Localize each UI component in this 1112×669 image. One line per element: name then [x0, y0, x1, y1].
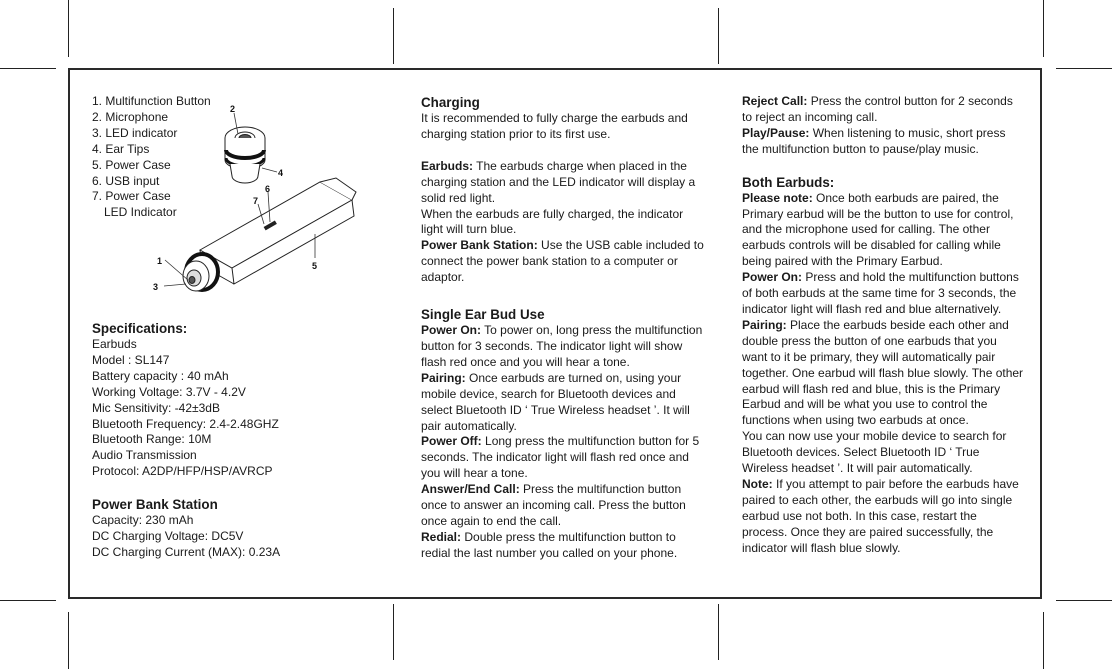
crop-mark: [1056, 68, 1112, 69]
callout-5: 5: [312, 261, 318, 271]
power-case-illustration: [183, 178, 356, 291]
crop-mark: [1043, 612, 1044, 669]
spec-line: Model : SL147: [92, 352, 170, 367]
single-item: Power On: To power on, long press the multifunction button for 3 seconds. The indicator light will show flash red once and you will hear a tone.: [421, 323, 703, 369]
spec-line: Mic Sensitivity: -42±3dB: [92, 400, 220, 415]
earbuds-charged-text: When the earbuds are fully charged, the indicator light will turn blue.: [421, 206, 684, 237]
specifications-section: [92, 320, 382, 561]
spec-line: Battery capacity : 40 mAh: [92, 368, 229, 383]
charging-section: [421, 94, 706, 562]
spec-line: Bluetooth Frequency: 2.4-2.48GHZ: [92, 416, 279, 431]
callout-4: 4: [278, 168, 284, 178]
spec-line: Working Voltage: 3.7V - 4.2V: [92, 384, 246, 399]
both-pairing-text-2: You can now use your mobile device to search for Bluetooth devices. Select Bluetooth ID ‘ True Wireless headset ’. It will pair automatically.: [742, 429, 1007, 476]
control-item: Play/Pause: When listening to music, short press the multifunction button to pause/play music.: [742, 125, 1006, 156]
single-item: Power Off: Long press the multifunction button for 5 seconds. The indicator light will flash red once and you will hear a tone.: [421, 434, 700, 481]
callout-6: 6: [265, 184, 271, 194]
parts-item: 6. USB input: [92, 173, 160, 188]
crop-mark: [1043, 0, 1044, 57]
parts-item: 3. LED indicator: [92, 125, 178, 140]
crop-mark: [68, 0, 69, 57]
power-bank-line: DC Charging Current (MAX): 0.23A: [92, 544, 281, 559]
charging-intro: It is recommended to fully charge the earbuds and charging station prior to its first use.: [421, 111, 688, 141]
callout-2: 2: [230, 104, 236, 114]
crop-mark: [393, 8, 394, 64]
control-item: Reject Call: Press the control button for 2 seconds to reject an incoming call.: [742, 94, 1013, 124]
parts-item: LED Indicator: [104, 205, 177, 220]
power-bank-line: DC Charging Voltage: DC5V: [92, 529, 244, 544]
power-bank-heading: Power Bank Station: [92, 497, 218, 513]
parts-item: 2. Microphone: [92, 109, 169, 124]
parts-item: 5. Power Case: [92, 157, 171, 172]
crop-mark: [1056, 600, 1112, 601]
parts-item: 1. Multifunction Button: [92, 94, 211, 108]
note2-text: Note: If you attempt to pair before the earbuds have paired to each other, the earbuds will go into single earbud use not both. In this case, restart the process. Once they are paired successfully, the indicator will flash blue slowly.: [742, 476, 1019, 555]
crop-mark: [0, 600, 56, 601]
single-ear-bud-heading: Single Ear Bud Use: [421, 307, 545, 323]
both-earbuds-heading: Both Earbuds:: [742, 174, 835, 190]
specifications-heading: Specifications:: [92, 321, 188, 336]
charging-heading: Charging: [421, 95, 480, 110]
spec-line: Earbuds: [92, 337, 137, 351]
callout-1: 1: [157, 256, 163, 266]
crop-mark: [0, 68, 56, 69]
both-earbuds-section: [742, 94, 1024, 556]
single-item: Answer/End Call: Press the multifunction button once to answer an incoming call. Press the button once again to end the call.: [421, 482, 686, 528]
station-label: Power Bank Station:: [421, 238, 538, 253]
spec-line: Audio Transmission: [92, 448, 197, 463]
callout-3: 3: [153, 282, 159, 292]
single-item: Redial: Double press the multifunction button to redial the last number you called on your phone.: [421, 529, 678, 560]
single-item: Pairing: Once earbuds are turned on, using your mobile device, search for Bluetooth devices and select Bluetooth ID ‘ True Wireless headset ’. It will pair automatically.: [421, 370, 690, 433]
callout-7: 7: [253, 196, 259, 206]
spec-line: Protocol: A2DP/HFP/HSP/AVRCP: [92, 464, 273, 479]
station-charging-text: Power Bank Station: Use the USB cable included to connect the power bank station to a computer or adaptor.: [421, 238, 704, 285]
power-bank-line: Capacity: 230 mAh: [92, 513, 194, 528]
product-diagram: [140, 100, 380, 310]
crop-mark: [718, 8, 719, 64]
crop-mark: [393, 604, 394, 660]
earbuds-label: Earbuds:: [421, 158, 474, 173]
spec-line: Bluetooth Range: 10M: [92, 432, 212, 447]
both-pairing-text: Pairing: Place the earbuds beside each other and double press the button of one earbuds that you want to it be primary, they will automatically pair together. One earbud will flash blue slowly. The other earbud will flash red and blue, this is the Primary Earbud and will be what you use to control the functions when using two earbuds at once.: [742, 317, 1024, 428]
earbuds-charging-text: Earbuds: The earbuds charge when placed in the charging station and the LED indicator will display a solid red light.: [421, 158, 696, 205]
crop-mark: [68, 612, 69, 669]
parts-item: 7. Power Case: [92, 189, 171, 204]
parts-item: 4. Ear Tips: [92, 141, 150, 156]
both-power-on-text: Power On: Press and hold the multifunction buttons of both earbuds at the same time for 3 seconds, the indicator light will flash red and blue alternatively.: [742, 270, 1019, 316]
earbud-illustration: [225, 127, 265, 183]
crop-mark: [718, 604, 719, 660]
note-text: Please note: Once both earbuds are paired, the Primary earbud will be the button to use for control, and the microphone used for calling. The other earbuds controls will be disabled for calling while being paired with the Primary Earbud.: [742, 190, 1014, 269]
